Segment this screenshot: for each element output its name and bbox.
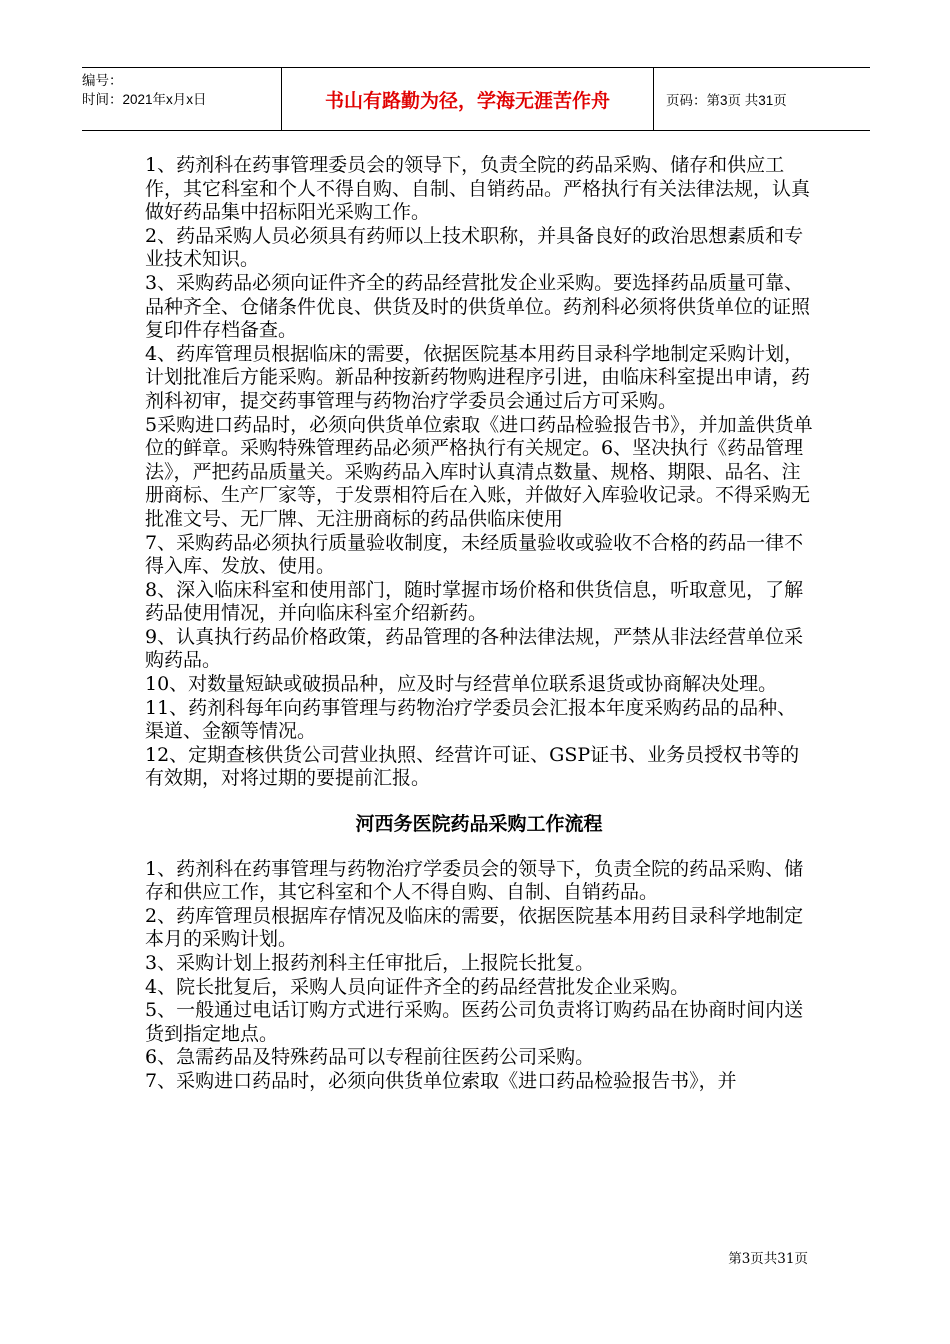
header-motto: 书山有路勤为径，学海无涯苦作舟 xyxy=(282,68,654,130)
paragraph: 3、采购药品必须向证件齐全的药品经营批发企业采购。要选择药品质量可靠、品种齐全、仓储条件优良、供货及时的供货单位。药剂科必须将供货单位的证照复印件存档备查。 xyxy=(145,271,811,342)
paragraph: 10、对数量短缺或破损品种，应及时与经营单位联系退货或协商解决处理。 xyxy=(145,673,778,696)
document-body xyxy=(145,154,813,1094)
paragraph: 6、急需药品及特殊药品可以专程前往医药公司采购。 xyxy=(145,1046,595,1069)
paragraph: 9、认真执行药品价格政策，药品管理的各种法律法规，严禁从非法经营单位采购药品。 xyxy=(145,625,804,672)
page-footer: 第3页共31页 xyxy=(728,1251,808,1267)
paragraph: 7、采购进口药品时，必须向供货单位索取《进口药品检验报告书》，并 xyxy=(145,1069,737,1092)
page-header xyxy=(82,67,870,131)
paragraph: 2、药品采购人员必须具有药师以上技术职称，并具备良好的政治思想素质和专业技术知识。 xyxy=(145,224,804,271)
paragraph: 7、采购药品必须执行质量验收制度，未经质量验收或验收不合格的药品一律不得入库、发放、使用。 xyxy=(145,531,804,578)
paragraph: 5、一般通过电话订购方式进行采购。医药公司负责将订购药品在协商时间内送货到指定地点。 xyxy=(145,999,804,1045)
number-label: 编号： xyxy=(82,73,123,88)
header-meta xyxy=(82,68,282,130)
paragraph: 2、药库管理员根据库存情况及临床的需要，依据医院基本用药目录科学地制定本月的采购计划。 xyxy=(145,904,804,951)
paragraph: 3、采购计划上报药剂科主任审批后，上报院长批复。 xyxy=(145,952,595,974)
section-title: 河西务医院药品采购工作流程 xyxy=(355,813,603,836)
paragraph: 12、定期查核供货公司营业执照、经营许可证、GSP证书、业务员授权书等的有效期，对将过期的要提前汇报。 xyxy=(145,743,800,790)
paragraph: 5采购进口药品时，必须向供货单位索取《进口药品检验报告书》，并加盖供货单位的鲜章。采购特殊管理药品必须严格执行有关规定。6、坚决执行《药品管理法》，严把药品质量关。采购药品入库时认真清点数量、规格、期限、品名、注册商标、生产厂家等，于发票相符后在入账，并做好入库验收记录。不得采购无批准文号、无厂牌、无注册商标的药品供临床使用 xyxy=(145,413,813,530)
paragraph: 4、院长批复后，采购人员向证件齐全的药品经营批发企业采购。 xyxy=(145,975,690,998)
header-page-label: 页码：第3页 共31页 xyxy=(666,93,787,108)
paragraph: 4、药库管理员根据临床的需要，依据医院基本用药目录科学地制定采购计划，计划批准后方能采购。新品种按新药物购进程序引进，由临床科室提出申请，药剂科初审，提交药事管理与药物治疗学委员会通过后方可采购。 xyxy=(145,342,811,412)
paragraph: 11、药剂科每年向药事管理与药物治疗学委员会汇报本年度采购药品的品种、渠道、金额等情况。 xyxy=(145,696,797,743)
time-label: 时间：2021年x月x日 xyxy=(82,92,207,107)
paragraph: 8、深入临床科室和使用部门，随时掌握市场价格和供货信息，听取意见，了解药品使用情况，并向临床科室介绍新药。 xyxy=(145,578,804,625)
paragraph: 1、药剂科在药事管理与药物治疗学委员会的领导下，负责全院的药品采购、储存和供应工作，其它科室和个人不得自购、自制、自销药品。 xyxy=(145,857,804,904)
paragraph: 1、药剂科在药事管理委员会的领导下，负责全院的药品采购、储存和供应工作，其它科室和个人不得自购、自制、自销药品。严格执行有关法律法规，认真做好药品集中招标阳光采购工作。 xyxy=(145,154,811,224)
